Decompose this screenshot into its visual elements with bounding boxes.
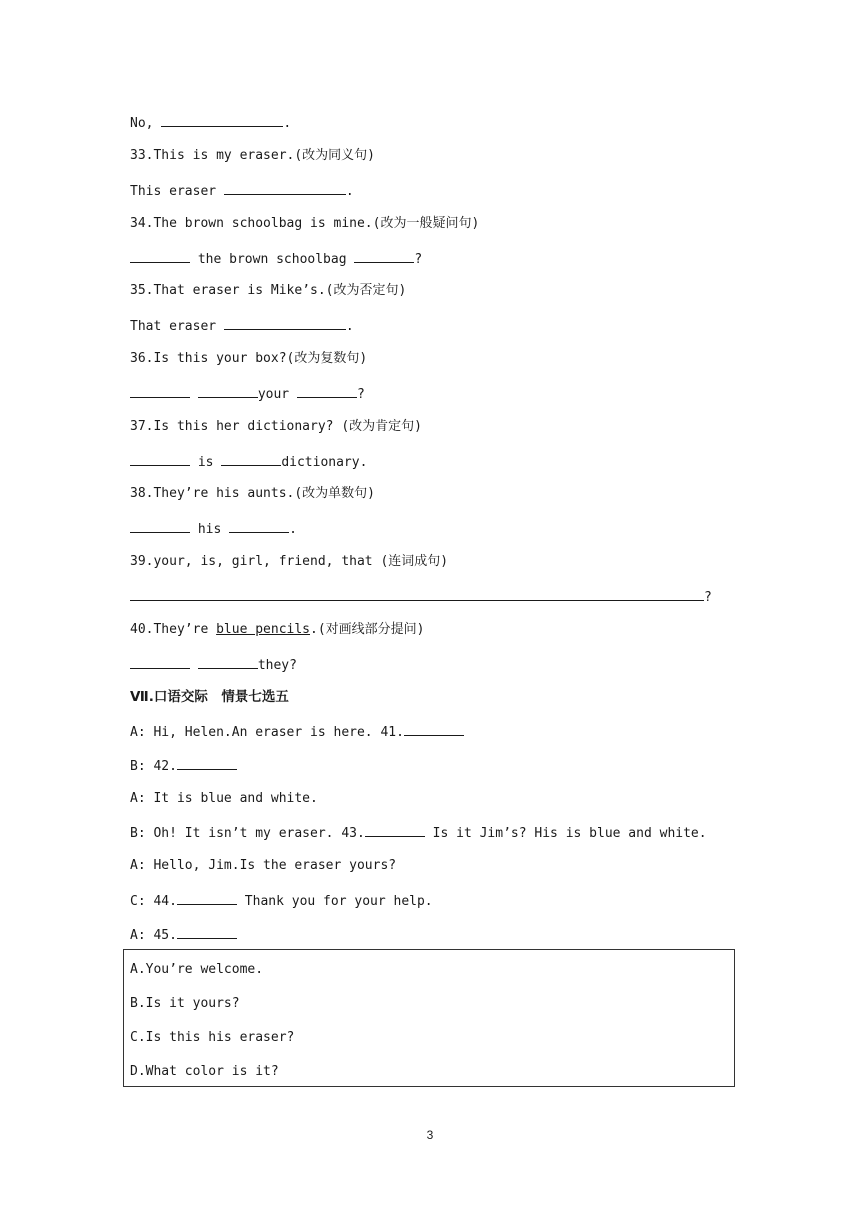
- underlined-phrase: blue pencils: [216, 622, 311, 637]
- answer-line-36: your ?: [130, 384, 365, 404]
- question-36: 36.Is this your box?(改为复数句): [130, 351, 368, 366]
- answer-blank[interactable]: [130, 519, 190, 533]
- answer-blank[interactable]: [198, 655, 258, 669]
- section-heading: Ⅶ.口语交际 情景七选五: [130, 689, 289, 705]
- answer-line-37: is dictionary.: [130, 452, 367, 472]
- dialogue-line: A: Hello, Jim.Is the eraser yours?: [130, 858, 397, 873]
- answer-blank[interactable]: [177, 756, 237, 770]
- answer-blank[interactable]: [130, 452, 190, 466]
- option-b: B.Is it yours?: [130, 996, 240, 1011]
- dialogue-line-43: B: Oh! It isn’t my eraser. 43. Is it Jim’s? His is blue and white.: [130, 823, 707, 843]
- answer-blank[interactable]: [130, 587, 704, 601]
- answer-line-40: they?: [130, 655, 297, 675]
- answer-blank[interactable]: [297, 384, 357, 398]
- question-39: 39.your, is, girl, friend, that (连词成句): [130, 554, 449, 569]
- answer-blank[interactable]: [224, 316, 346, 330]
- answer-blank[interactable]: [354, 249, 414, 263]
- dialogue-line: A: It is blue and white.: [130, 791, 318, 806]
- question-33: 33.This is my eraser.(改为同义句): [130, 148, 376, 163]
- answer-blank[interactable]: [177, 925, 237, 939]
- answer-blank[interactable]: [224, 181, 346, 195]
- option-a: A.You’re welcome.: [130, 962, 264, 977]
- question-35: 35.That eraser is Mike’s.(改为否定句): [130, 283, 407, 298]
- question-40: 40.They’re blue pencils.(对画线部分提问): [130, 622, 425, 637]
- answer-blank[interactable]: [130, 384, 190, 398]
- answer-line-34: the brown schoolbag ?: [130, 249, 422, 269]
- page-number: 3: [426, 1128, 434, 1142]
- answer-blank[interactable]: [130, 655, 190, 669]
- answer-blank[interactable]: [221, 452, 281, 466]
- options-box: [123, 949, 735, 1087]
- answer-blank[interactable]: [229, 519, 289, 533]
- answer-line-32: No, .: [130, 113, 291, 133]
- question-34: 34.The brown schoolbag is mine.(改为一般疑问句): [130, 216, 480, 231]
- answer-blank[interactable]: [130, 249, 190, 263]
- dialogue-line-45: A: 45.: [130, 925, 237, 945]
- option-c: C.Is this his eraser?: [130, 1030, 295, 1045]
- question-37: 37.Is this her dictionary? (改为肯定句): [130, 419, 422, 434]
- dialogue-line-41: A: Hi, Helen.An eraser is here. 41.: [130, 722, 464, 742]
- answer-line-39: ?: [130, 587, 712, 607]
- answer-blank[interactable]: [404, 722, 464, 736]
- option-d: D.What color is it?: [130, 1064, 279, 1079]
- dialogue-line-42: B: 42.: [130, 756, 237, 776]
- answer-blank[interactable]: [365, 823, 425, 837]
- answer-line-35: That eraser .: [130, 316, 354, 336]
- answer-blank[interactable]: [161, 113, 283, 127]
- answer-blank[interactable]: [177, 891, 237, 905]
- answer-line-33: This eraser .: [130, 181, 354, 201]
- dialogue-line-44: C: 44. Thank you for your help.: [130, 891, 433, 911]
- answer-blank[interactable]: [198, 384, 258, 398]
- question-38: 38.They’re his aunts.(改为单数句): [130, 486, 376, 501]
- answer-line-38: his .: [130, 519, 297, 539]
